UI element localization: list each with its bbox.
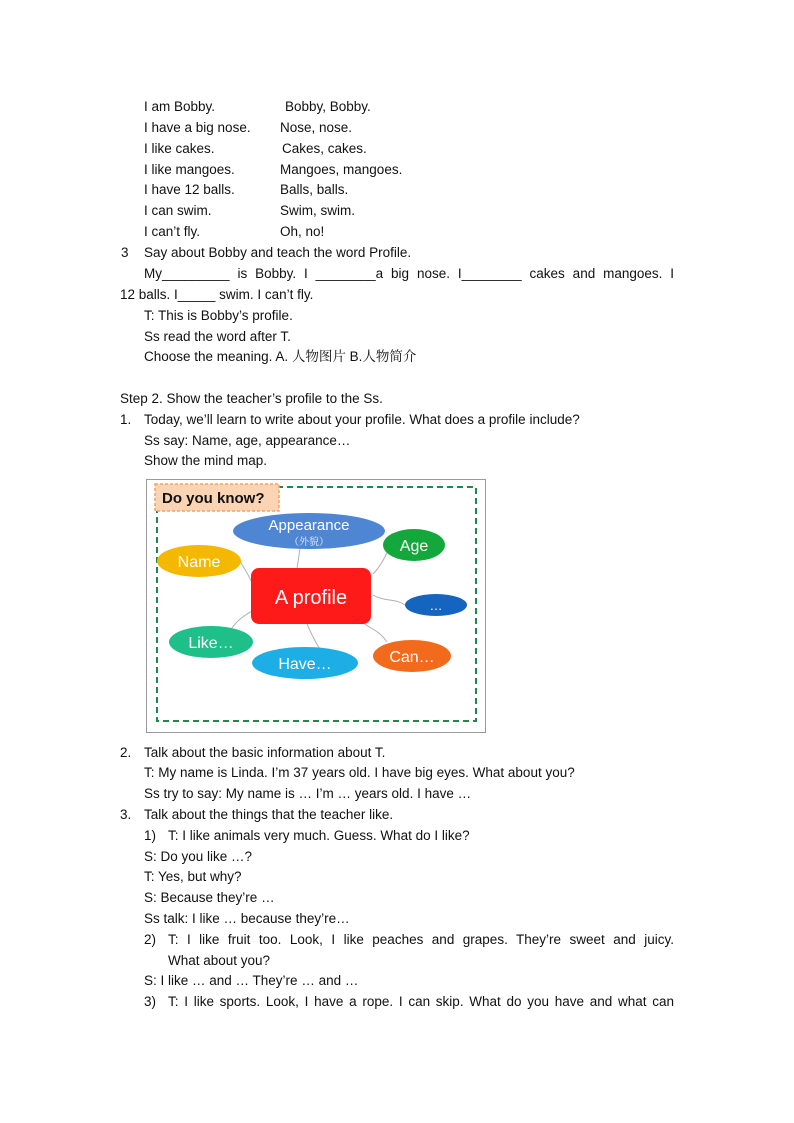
chant-right-7: Oh, no! [280,224,325,239]
like-label: Like… [188,635,234,652]
step-2-item-2-number: 2. [120,745,132,760]
center-label: A profile [274,587,348,609]
name-label: Name [177,554,221,571]
have-label: Have… [278,656,332,673]
sub-1-line-1: S: Do you like …? [144,849,253,864]
chant-left-3: I like cakes. [144,141,215,156]
ss-say-line: Ss say: Name, age, appearance… [144,433,351,448]
chant-left-6: I can swim. [144,203,212,218]
students-line: Ss read the word after T. [144,329,291,344]
appearance-label: Appearance [268,517,350,534]
node-can [373,640,451,672]
chant-left-5: I have 12 balls. [144,182,235,197]
banner-text: Do you know? [162,490,265,507]
mind-map-figure [146,479,486,733]
fill-blank-line-2: 12 balls. I_____ swim. I can’t fly. [120,287,314,302]
step-2-item-3-number: 3. [120,807,132,822]
node-age [383,529,445,561]
chant-left-7: I can’t fly. [144,224,201,239]
chant-left-4: I like mangoes. [144,162,235,177]
step-2-item-2-text: Talk about the basic information about T. [144,745,386,760]
step-2-heading: Step 2. Show the teacher’s profile to the Ss. [120,391,383,406]
chant-right-4: Mangoes, mangoes. [280,162,403,177]
chant-left-1: I am Bobby. [144,99,216,114]
do-you-know-banner [155,484,279,511]
ss-try-line: Ss try to say: My name is … I’m … years old. I have … [144,786,472,801]
node-appearance [233,513,385,549]
chant-right-2: Nose, nose. [280,120,353,135]
node-name [157,545,241,577]
node-have [252,647,358,679]
age-label: Age [399,538,429,555]
fill-blank-line-1: My_________ is Bobby. I ________a big nose. I________ cakes and mangoes. I [144,266,674,281]
chant-left-2: I have a big nose. [144,120,251,135]
sub-3-text: T: I like sports. Look, I have a rope. I can skip. What do you have and what can [168,994,674,1009]
node-ellipsis [405,594,467,616]
sub-1-line-3: S: Because they’re … [144,890,275,905]
step-2-item-1-number: 1. [120,412,132,427]
teacher-intro-line: T: My name is Linda. I’m 37 years old. I have big eyes. What about you? [144,765,575,780]
node-like [169,626,253,658]
sub-2-text-continued: What about you? [168,953,271,968]
chant-right-3: Cakes, cakes. [282,141,367,156]
sub-2-text: T: I like fruit too. Look, I like peaches and grapes. They’re sweet and juicy. [168,932,674,947]
appearance-chinese-label: （外貌） [289,537,329,548]
sub-1-line-4: Ss talk: I like … because they’re… [144,911,350,926]
step-2-item-3-text: Talk about the things that the teacher like. [144,807,394,822]
choose-meaning: Choose the meaning. A. 人物图片 B.人物简介 [144,349,417,364]
node-center-profile [251,568,371,624]
ellipsis-label: … [429,598,443,613]
step-2-item-1-text: Today, we’ll learn to write about your profile. What does a profile include? [144,412,580,427]
sub-2-line-1: S: I like … and … They’re … and … [144,973,359,988]
sub-3-number: 3) [144,994,157,1009]
item-3-text: Say about Bobby and teach the word Profile. [144,245,412,260]
sub-1-number: 1) [144,828,157,843]
chant-right-5: Balls, balls. [280,182,349,197]
chant-right-6: Swim, swim. [280,203,355,218]
sub-2-number: 2) [144,932,157,947]
sub-1-text: T: I like animals very much. Guess. What do I like? [168,828,470,843]
show-mind-map-line: Show the mind map. [144,453,268,468]
teacher-line: T: This is Bobby’s profile. [144,308,293,323]
item-3-number: 3 [121,245,129,260]
sub-1-line-2: T: Yes, but why? [144,869,242,884]
can-label: Can… [389,649,435,666]
chant-right-1: Bobby, Bobby. [285,99,371,114]
